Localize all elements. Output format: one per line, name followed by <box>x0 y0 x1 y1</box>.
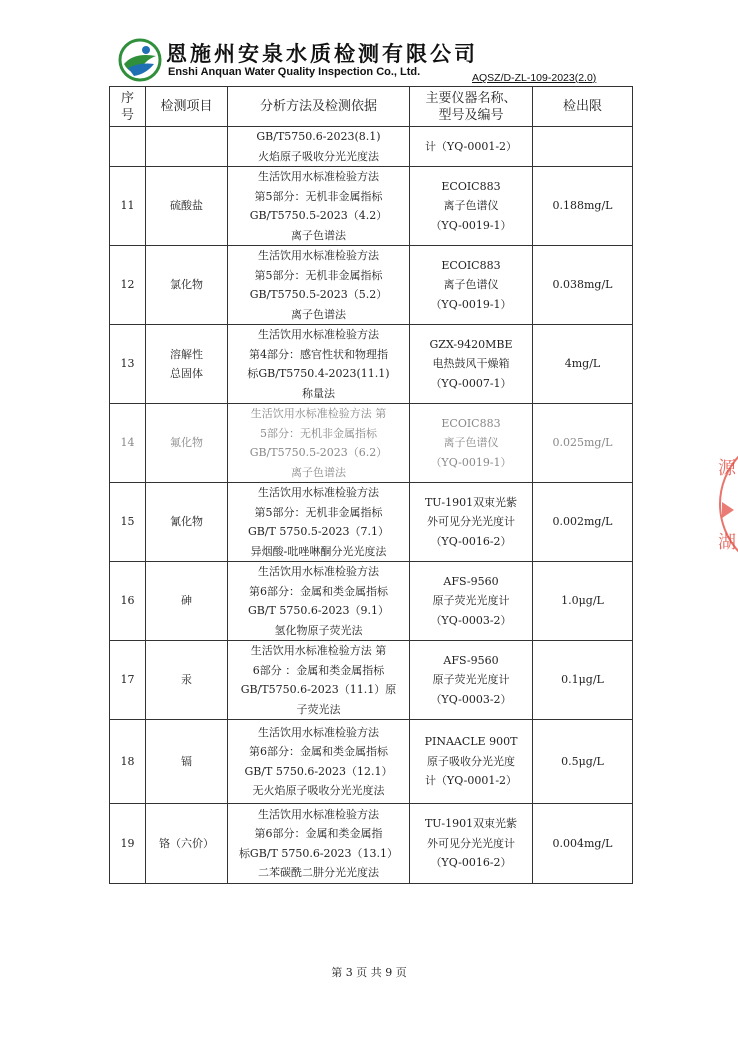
instrument-info: ECOIC883 离子色谱仪 （YQ-0019-1） <box>410 167 533 246</box>
instrument-info: TU-1901双束光紫 外可见分光光度计 （YQ-0016-2） <box>410 804 533 884</box>
table-row <box>110 246 633 325</box>
detection-limit: 0.188mg/L <box>533 167 633 246</box>
detection-limit: 0.038mg/L <box>533 246 633 325</box>
instrument-info: ECOIC883 离子色谱仪 （YQ-0019-1） <box>410 246 533 325</box>
header-instrument: 主要仪器名称、 型号及编号 <box>410 87 533 127</box>
detection-limit: 4mg/L <box>533 325 633 404</box>
table-row <box>110 720 633 804</box>
test-method: 生活饮用水标准检验方法 第5部分：无机非金属指标 GB/T5750.5-2023（4.2） 离子色谱法 <box>228 167 410 246</box>
header-no: 序 号 <box>110 87 146 127</box>
test-method: 生活饮用水标准检验方法 第6部分：金属和类金属指标 GB/T 5750.6-2023（9.1） 氢化物原子荧光法 <box>228 562 410 641</box>
row-number: 17 <box>110 641 146 720</box>
test-item: 氯化物 <box>146 246 228 325</box>
document-number: AQSZ/D-ZL-109-2023(2.0) <box>472 72 597 84</box>
row-number: 19 <box>110 804 146 884</box>
test-item: 铬（六价） <box>146 804 228 884</box>
detection-limit: 1.0μg/L <box>533 562 633 641</box>
row-number: 12 <box>110 246 146 325</box>
header-item: 检测项目 <box>146 87 228 127</box>
page-footer: 第 3 页 共 9 页 <box>331 966 407 979</box>
row-number: 18 <box>110 720 146 804</box>
test-method: 生活饮用水标准检验方法 第4部分：感官性状和物理指 标GB/T5750.4-2023(11.1) 称量法 <box>228 325 410 404</box>
table-row <box>110 325 633 404</box>
test-item: 汞 <box>146 641 228 720</box>
header-method: 分析方法及检测依据 <box>228 87 410 127</box>
table-row <box>110 404 633 483</box>
test-method: 生活饮用水标准检验方法 第 6部分 ：金属和类金属指标 GB/T5750.6-2023（11.1）原 子荧光法 <box>228 641 410 720</box>
svg-text:源: 源 <box>718 458 736 479</box>
company-logo-icon <box>118 38 162 82</box>
row-number <box>110 127 146 167</box>
table-row <box>110 483 633 562</box>
row-number: 13 <box>110 325 146 404</box>
detection-limit: 0.004mg/L <box>533 804 633 884</box>
red-seal-stamp <box>712 432 738 582</box>
row-number: 11 <box>110 167 146 246</box>
test-item: 镉 <box>146 720 228 804</box>
table-row <box>110 804 633 884</box>
table-row <box>110 127 633 167</box>
test-method: 生活饮用水标准检验方法 第5部分：无机非金属指标 GB/T 5750.5-2023（7.1） 异烟酸-吡唑啉酮分光光度法 <box>228 483 410 562</box>
table-row <box>110 641 633 720</box>
instrument-info: 计（YQ-0001-2） <box>410 127 533 167</box>
instrument-info: AFS-9560 原子荧光光度计 （YQ-0003-2） <box>410 562 533 641</box>
instrument-info: AFS-9560 原子荧光光度计 （YQ-0003-2） <box>410 641 533 720</box>
svg-text:湖: 湖 <box>718 532 736 553</box>
detection-limit: 0.5μg/L <box>533 720 633 804</box>
row-number: 15 <box>110 483 146 562</box>
instrument-info: PINAACLE 900T 原子吸收分光光度 计（YQ-0001-2） <box>410 720 533 804</box>
company-name-en: Enshi Anquan Water Quality Inspection Co., Ltd. <box>168 66 421 78</box>
test-item: 砷 <box>146 562 228 641</box>
test-item: 硫酸盐 <box>146 167 228 246</box>
test-method: 生活饮用水标准检验方法 第6部分：金属和类金属指标 GB/T 5750.6-2023（12.1） 无火焰原子吸收分光光度法 <box>228 720 410 804</box>
test-method: 生活饮用水标准检验方法 第6部分：金属和类金属指 标GB/T 5750.6-2023（13.1） 二苯碳酰二肼分光光度法 <box>228 804 410 884</box>
detection-limit: 0.025mg/L <box>533 404 633 483</box>
test-item: 溶解性 总固体 <box>146 325 228 404</box>
instrument-info: GZX-9420MBE 电热鼓风干燥箱 （YQ-0007-1） <box>410 325 533 404</box>
table-body <box>110 127 633 884</box>
instrument-info: TU-1901双束光紫 外可见分光光度计 （YQ-0016-2） <box>410 483 533 562</box>
test-method: 生活饮用水标准检验方法 第 5部分：无机非金属指标 GB/T5750.5-2023（6.2） 离子色谱法 <box>228 404 410 483</box>
test-item: 氰化物 <box>146 483 228 562</box>
test-method: GB/T5750.6-2023(8.1) 火焰原子吸收分光光度法 <box>228 127 410 167</box>
table-header-row <box>110 87 633 127</box>
table-row <box>110 562 633 641</box>
detection-limit <box>533 127 633 167</box>
company-name-cn: 恩施州安泉水质检测有限公司 <box>166 41 478 66</box>
detection-limit: 0.002mg/L <box>533 483 633 562</box>
test-item: 氟化物 <box>146 404 228 483</box>
test-method-table <box>109 86 633 884</box>
header-limit: 检出限 <box>533 87 633 127</box>
row-number: 14 <box>110 404 146 483</box>
test-method: 生活饮用水标准检验方法 第5部分：无机非金属指标 GB/T5750.5-2023（5.2） 离子色谱法 <box>228 246 410 325</box>
instrument-info: ECOIC883 离子色谱仪 （YQ-0019-1） <box>410 404 533 483</box>
table-row <box>110 167 633 246</box>
detection-limit: 0.1μg/L <box>533 641 633 720</box>
test-item <box>146 127 228 167</box>
row-number: 16 <box>110 562 146 641</box>
